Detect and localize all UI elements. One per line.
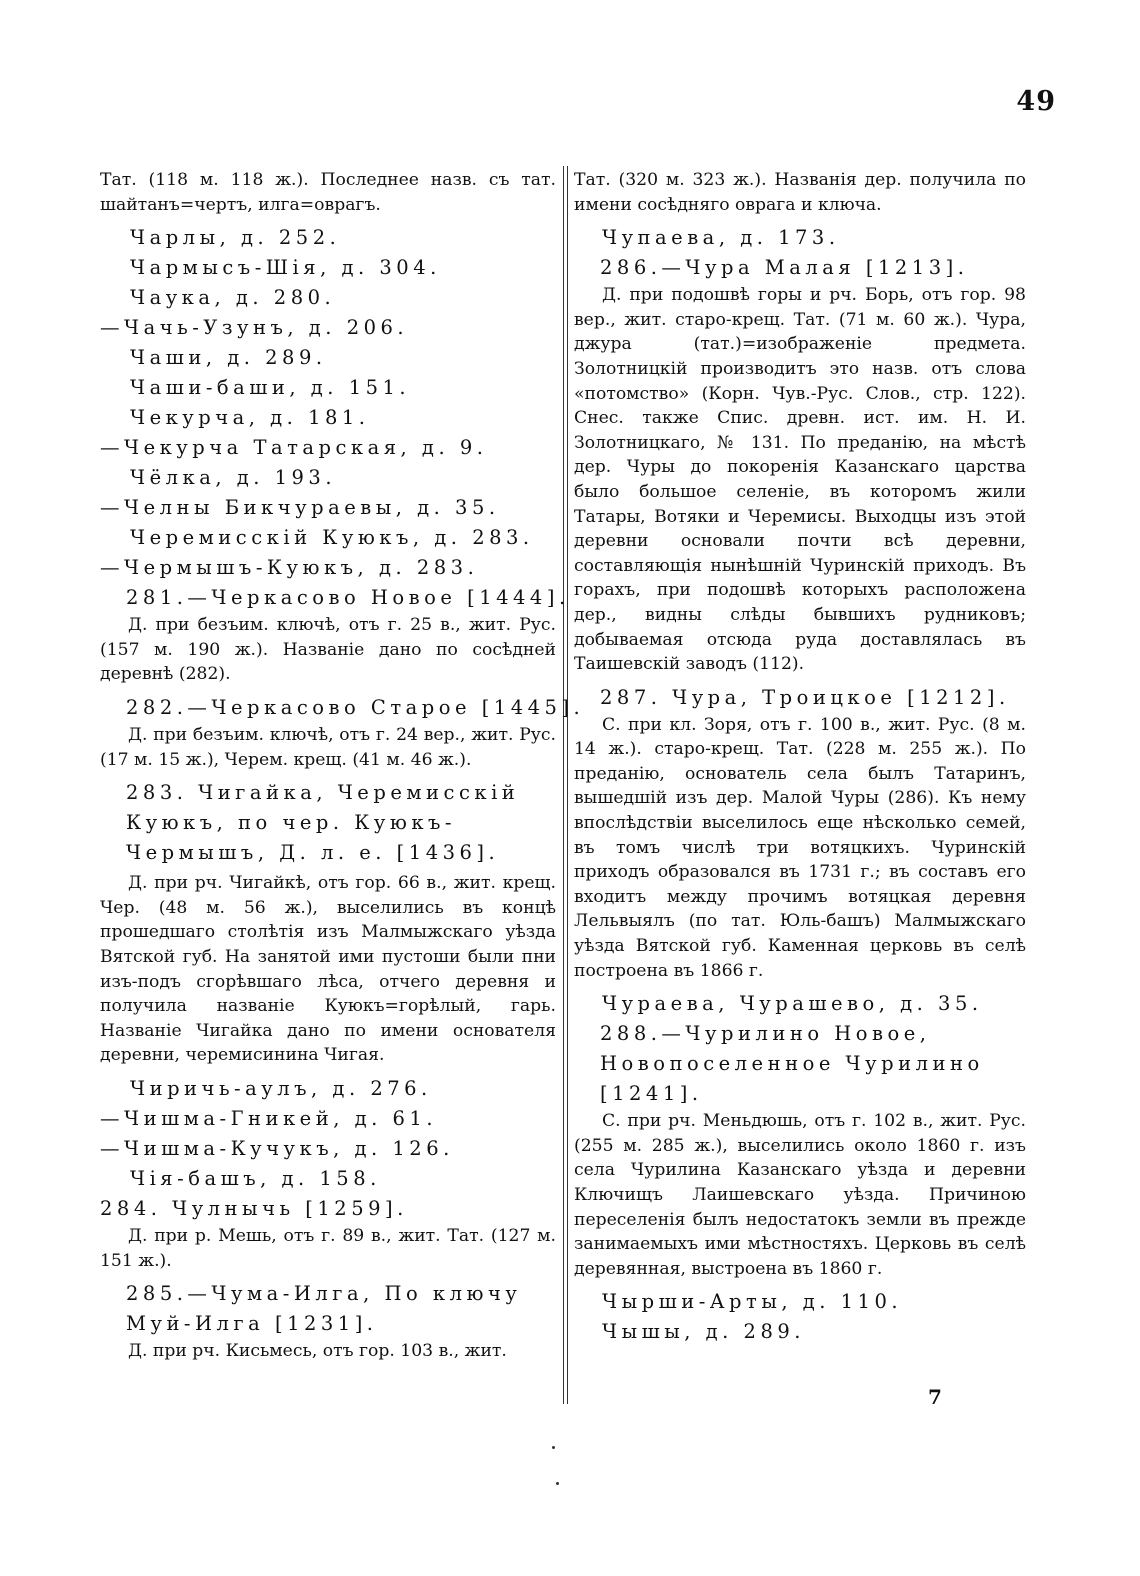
entry-chekurcha: Чекурча, д. 181. bbox=[130, 406, 370, 430]
heading-288: 288.—Чурилино Новое, Новопоселенное Чурилино [1241]. bbox=[600, 1022, 984, 1106]
entry-charly: Чарлы, д. 252. bbox=[130, 226, 341, 250]
entry-chishma-gnikey: —Чишма-Гникей, д. 61. bbox=[100, 1106, 438, 1130]
entry-chishma-kuchuk: —Чишма-Кучукъ, д. 126. bbox=[100, 1136, 454, 1160]
entry-churaeva: Чураева, Чурашево, д. 35. bbox=[602, 992, 983, 1016]
entry-cheremissky-kuyuk: Черемисскій Куюкъ, д. 283. bbox=[130, 526, 534, 550]
entry-chauka: Чаука, д. 280. bbox=[130, 286, 336, 310]
heading-282: 282.—Черкасово Старое [1445]. bbox=[126, 695, 585, 719]
entry-chyrshi-arty: Чырши-Арты, д. 110. bbox=[602, 1290, 903, 1314]
paragraph-288: С. при рч. Меньдюшь, отъ г. 102 в., жит. Рус. (255 м. 285 ж.), выселились около 1860 г. изъ села Чурилина Казанскаго уѣзда и деревни Ключищъ Лаишевскаго уѣзда. Причиною переселенія былъ недостатокъ земли въ прежде занимаемыхъ ими мѣстностяхъ. Церковь въ селѣ деревянная, выстроена въ 1860 г. bbox=[574, 1111, 1026, 1279]
entry-chelny: —Челны Бикчураевы, д. 35. bbox=[100, 496, 500, 520]
scan-speck bbox=[556, 1482, 559, 1485]
paragraph-287: С. при кл. Зоря, отъ г. 100 в., жит. Рус. (8 м. 14 ж.). старо-крещ. Тат. (228 м. 255 ж.). По преданію, основатель села былъ Татаринъ, вышедшій изъ дер. Малой Чуры (286). Къ нему впослѣдствіи выселилось еще нѣсколько семей, въ томъ числѣ три вотяцкихъ. Чуринскій приходъ образовался въ 1731 г.; въ составъ его входитъ между прочимъ вотяцкая деревня Лельвыялъ (по тат. Юль-башъ) Малмыжскаго уѣзда Вятской губ. Каменная церковь въ селѣ построена въ 1866 г. bbox=[574, 714, 1026, 981]
paragraph-281: Д. при безъим. ключѣ, отъ г. 25 в., жит. Рус. (157 м. 190 ж.). Названіе дано по сосѣдней деревнѣ (282). bbox=[100, 615, 556, 685]
left-column bbox=[100, 168, 585, 1364]
entry-chashi: Чаши, д. 289. bbox=[130, 346, 327, 370]
entry-charmys-shiya: Чармысъ-Шія, д. 304. bbox=[130, 256, 441, 280]
paragraph-282: Д. при безъим. ключѣ, отъ г. 24 вер., жит. Рус. (17 м. 15 ж.), Черем. крещ. (41 м. 46 ж.). bbox=[100, 724, 556, 770]
entry-chirich-aul: Чиричь-аулъ, д. 276. bbox=[130, 1076, 432, 1100]
scan-speck bbox=[552, 1446, 555, 1449]
paragraph-tat: Тат. (118 м. 118 ж.). Последнее назв. съ тат. шайтанъ=чертъ, илга=оврагъ. bbox=[100, 170, 556, 215]
right-column bbox=[574, 168, 1026, 1347]
heading-287: 287. Чура, Троицкое [1212]. bbox=[600, 685, 1010, 709]
paragraph-284: Д. при р. Мешь, отъ г. 89 в., жит. Тат. (127 м. 151 ж.). bbox=[100, 1225, 556, 1271]
entry-chyshy: Чышы, д. 289. bbox=[602, 1320, 805, 1344]
entry-chiya-bash: Чія-башъ, д. 158. bbox=[130, 1166, 381, 1190]
heading-281: 281.—Черкасово Новое [1444]. bbox=[126, 586, 570, 610]
heading-284: 284. Чулнычь [1259]. bbox=[100, 1196, 408, 1220]
paragraph-286: Д. при подошвѣ горы и рч. Борь, отъ гор. 98 вер., жит. старо-крещ. Тат. (71 м. 60 ж.). Чура, джура (тат.)=изображеніе предмета. Золотницкій производитъ это назв. отъ слова «потомство» (Корн. Чув.-Рус. Слов., стр. 122). Снес. также Спис. древн. ист. им. Н. И. Золотницкаго, № 131. По преданію, на мѣстѣ дер. Чуры до покоренія Казанскаго царства было большое селеніе, въ которомъ жили Татары, Вотяки и Черемисы. Выходцы изъ этой деревни основали почти всѣ деревни, составляющія нынѣшній Чуринскій приходъ. Въ горахъ, при подошвѣ которыхъ расположена дер., видны слѣды бывшихъ рудниковъ; добываемая отсюда руда доставлялась въ Таишевскій заводъ (112). bbox=[574, 285, 1026, 675]
heading-285: 285.—Чума-Илга, По ключу Муй-Илга [1231]. bbox=[126, 1282, 522, 1336]
page-number: 49 bbox=[1016, 86, 1056, 117]
entry-chach-uzun: —Чачь-Узунъ, д. 206. bbox=[100, 316, 409, 340]
entry-chelka: Чёлка, д. 193. bbox=[130, 466, 337, 490]
signature-mark: 7 bbox=[928, 1385, 942, 1409]
heading-283: 283. Чигайка, Черемисскій Куюкъ, по чер. Куюкъ-Чермышъ, Д. л. е. [1436]. bbox=[126, 781, 520, 865]
entry-chupaeva: Чупаева, д. 173. bbox=[602, 226, 840, 250]
paragraph-285: Д. при рч. Кисьмесь, отъ гор. 103 в., жит. bbox=[128, 1341, 507, 1362]
column-divider bbox=[563, 166, 568, 1404]
heading-286: 286.—Чура Малая [1213]. bbox=[600, 256, 969, 280]
entry-chekurcha-tatarskaya: —Чекурча Татарская, д. 9. bbox=[100, 436, 488, 460]
paragraph-tat-right: Тат. (320 м. 323 ж.). Названія дер. получила по имени сосѣдняго оврага и ключа. bbox=[574, 170, 1026, 215]
entry-chermysh-kuyuk: —Чермышъ-Куюкъ, д. 283. bbox=[100, 556, 479, 580]
paragraph-283: Д. при рч. Чигайкѣ, отъ гор. 66 в., жит. крещ. Чер. (48 м. 56 ж.), выселились въ концѣ прошедшаго столѣтія изъ Малмыжскаго уѣзда Вятской губ. На занятой ими пустоши были пни изъ-подъ сгорѣвшаго лѣса, отчего деревня и получила названіе Куюкъ=горѣлый, гарь. Названіе Чигайка дано по имени основателя деревни, черемисинина Чигая. bbox=[100, 873, 556, 1066]
entry-chashi-bashi: Чаши-баши, д. 151. bbox=[130, 376, 411, 400]
